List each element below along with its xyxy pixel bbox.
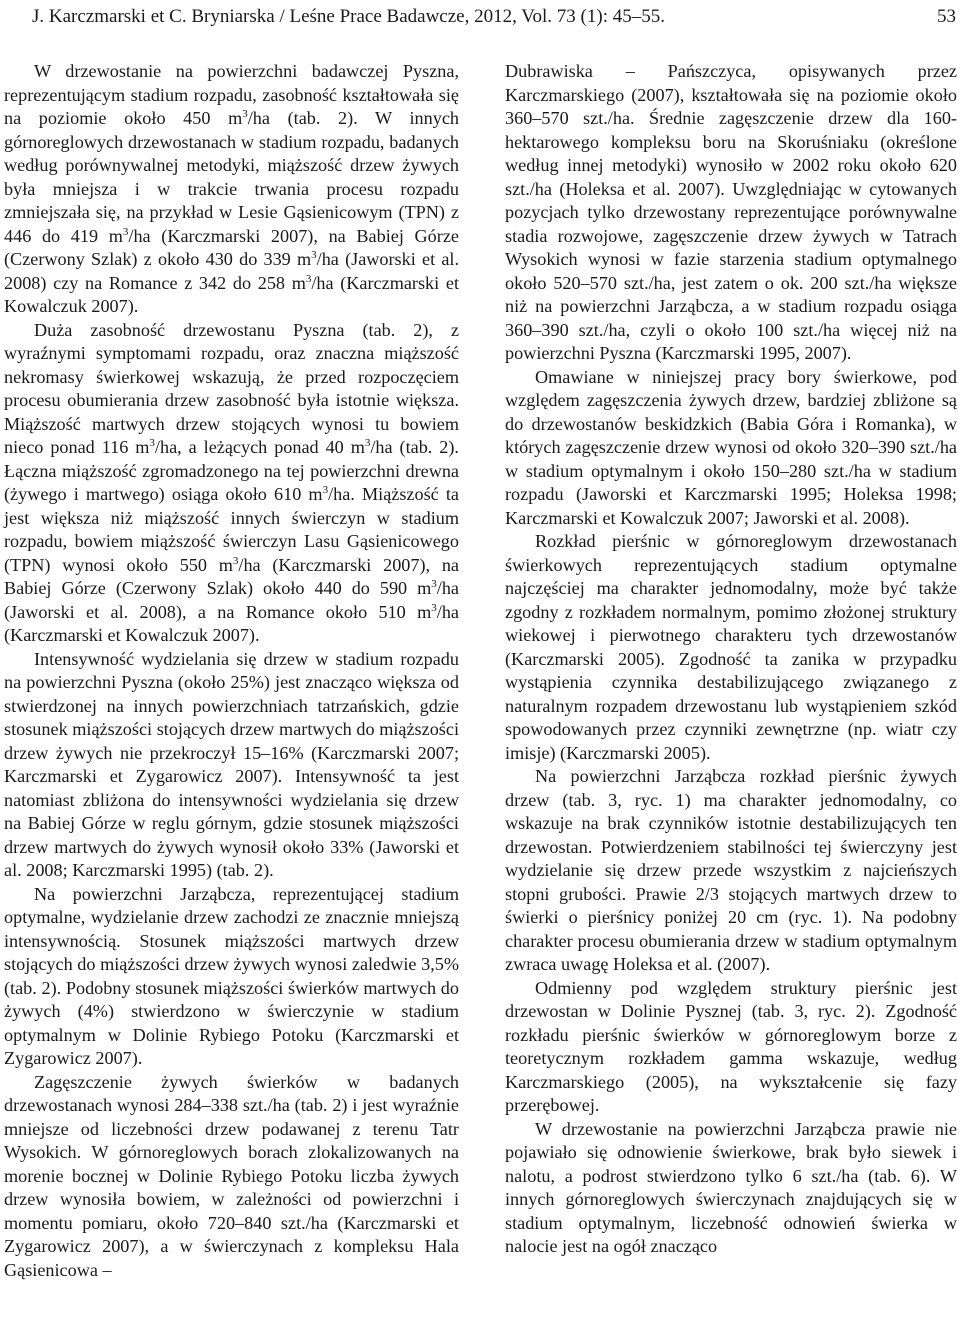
paragraph: Duża zasobność drzewostanu Pyszna (tab. 2), z wyraźnymi symptomami rozpadu, oraz znaczna miąższość nekromasy świerkowej wskazują, że przed rozpoczęciem procesu obumierania drzew zasobność była istotnie większa. Miąższość martwych drzew stojących wynosi tu bowiem nieco ponad 116 $m^3/ha$, a leżących ponad 40 $m^3/ha$ (tab. 2). Łączna miąższość zgromadzonego na tej powierzchni drewna (żywego i martwego) osiąga około 610 $m^3/ha$. Miąższość ta jest większa niż miąższość innych świerczyn w stadium rozpadu, bowiem miąższość świerczyn Lasu Gąsienicowego (TPN) wynosi około 550 $m^3/ha$ (Karczmarski 2007), na Babiej Górze (Czerwony Szlak) około 440 do 590 $m^3/ha$ (Jaworski et al. 2008), a na Romance około 510 $m^3/ha$ (Karczmarski et Kowalczuk 2007). bbox=[4, 319, 459, 645]
paragraph: W drzewostanie na powierzchni Jarząbcza prawie nie pojawiało się odnowienie świerkowe, brak było siewek i nalotu, a podrost stwierdzono tylko 6 szt./ha (tab. 6). W innych górnoreglowych świerczynach znajdujących się w stadium optymalnym, liczebność odnowień świerka w nalocie jest na ogół znacząco bbox=[505, 1118, 957, 1256]
paragraph: Zagęszczenie żywych świerków w badanych drzewostanach wynosi 284–338 szt./ha (tab. 2) i jest wyraźnie mniejsze od liczebności drzew podawanej z terenu Tatr Wysokich. W górnoreglowych borach zlokalizowanych na morenie bocznej w Dolinie Rybiego Potoku liczba żywych drzew wynosiła bowiem, w zależności od powierzchni i momentu pomiaru, około 720–840 szt./ha (Karczmarski et Zygarowicz 2007), a w świerczynach z kompleksu Hala Gąsienicowa – bbox=[4, 1071, 459, 1280]
paragraph: Odmienny pod względem struktury pierśnic jest drzewostan w Dolinie Pysznej (tab. 3, ryc. 2). Zgodność rozkładu pierśnic świerków w górnoreglowym borze z teoretycznym rozkładem gamma wskazuje, według Karczmarskiego (2005), na wykształcenie się fazy przerębowej. bbox=[505, 977, 957, 1115]
right-column bbox=[505, 60, 957, 1259]
paragraph: Intensywność wydzielania się drzew w stadium rozpadu na powierzchni Pyszna (około 25%) jest znacząco większa od stwierdzonej na innych powierzchniach tatrzańskich, gdzie stosunek miąższości stojących drzew martwych do miąższości drzew żywych nie przekroczył 15–16% (Karczmarski 2007; Karczmarski et Zygarowicz 2007). Intensywność ta jest natomiast zbliżona do intensywności wydzielania się drzew na Babiej Górze w reglu górnym, gdzie stosunek miąższości drzew martwych do żywych wynosił około 33% (Jaworski et al. 2008; Karczmarski 1995) (tab. 2). bbox=[4, 648, 459, 880]
paragraph: Omawiane w niniejszej pracy bory świerkowe, pod względem zagęszczenia żywych drzew, bardziej zbliżone są do drzewostanów beskidzkich (Babia Góra i Romanka), w których zagęszczenie drzew wynosi od około 320–390 szt./ha w stadium optymalnym i około 150–280 szt./ha w stadium rozpadu (Jaworski et Karczmarski 1995; Holeksa 1998; Karczmarski et Kowalczuk 2007; Jaworski et al. 2008). bbox=[505, 366, 957, 528]
page-number: 53 bbox=[937, 6, 956, 27]
paragraph: Na powierzchni Jarząbcza rozkład pierśnic żywych drzew (tab. 3, ryc. 1) ma charakter jednomodalny, co wskazuje na brak czynników istotnie destabilizujących ten drzewostan. Potwierdzeniem stabilności tej świerczyny jest wydzielanie się drzew przede wszystkim z najcieńszych stopni grubości. Prawie 2/3 stojących martwych drzew to świerki o pierśnicy poniżej 20 cm (ryc. 1). Na podobny charakter procesu obumierania drzew w stadium optymalnym zwraca uwagę Holeksa et al. (2007). bbox=[505, 766, 957, 974]
paragraph: Dubrawiska – Pańszczyca, opisywanych przez Karczmarskiego (2007), kształtowała się na poziomie około 360–570 szt./ha. Średnie zagęszczenie drzew dla 160-hektarowego kompleksu boru na Skoruśniaku (określone według innej metodyki) wynosiło w 2002 roku około 620 szt./ha (Holeksa et al. 2007). Uwzględniając w cytowanych pozycjach tylko drzewostany reprezentujące porównywalne stadia rozwojowe, zagęszczenie drzew żywych w Tatrach Wysokich wynosi w fazie starzenia stadium optymalnego około 520–570 szt./ha, jest zatem o ok. 200 szt./ha większe niż na powierzchni Jarząbcza, a w stadium rozpadu osiąga 360–390 szt./ha, czyli o około 100 szt./ha więcej niż na powierzchni Pyszna (Karczmarski 1995, 2007). bbox=[505, 61, 957, 363]
running-header bbox=[0, 6, 960, 28]
paragraph: W drzewostanie na powierzchni badawczej Pyszna, reprezentującym stadium rozpadu, zasobność kształtowała się na poziomie około 450 $m^3/ha$ (tab. 2). W innych górnoreglowych drzewostanach w stadium rozpadu, badanych według porównywalnej metodyki, miąższość drzew żywych była mniejsza i w trakcie trwania procesu rozpadu zmniejszała się, na przykład w Lesie Gąsienicowym (TPN) z 446 do 419 $m^3/ha$ (Karczmarski 2007), na Babiej Górze (Czerwony Szlak) z około 430 do 339 $m^3/ha$ (Jaworski et al. 2008) czy na Romance z 342 do 258 $m^3/ha$ (Karczmarski et Kowalczuk 2007). bbox=[4, 61, 460, 316]
left-column bbox=[4, 60, 459, 1282]
running-title: J. Karczmarski et C. Bryniarska / Leśne Prace Badawcze, 2012, Vol. 73 (1): 45–55. bbox=[32, 6, 665, 27]
paragraph: Rozkład pierśnic w górnoreglowym drzewostanach świerkowych reprezentujących stadium optymalne najczęściej ma charakter jednomodalny, może być także zgodny z rozkładem normalnym, pomimo złożonej struktury wiekowej i pierwotnego charakteru tych drzewostanów (Karczmarski 2005). Zgodność ta zanika w przypadku wystąpienia czynnika destabilizującego związanego z naturalnym rozpadem drzewostanu lub wystąpieniem szkód spowodowanych przez czynniki zewnętrzne (np. wiatr czy imisje) (Karczmarski 2005). bbox=[505, 531, 957, 763]
paragraph: Na powierzchni Jarząbcza, reprezentującej stadium optymalne, wydzielanie drzew zachodzi ze znacznie mniejszą intensywnością. Stosunek miąższości martwych drzew stojących do miąższości drzew żywych wynosi zaledwie 3,5% (tab. 2). Podobny stosunek miąższości świerków martwych do żywych (4%) stwierdzono w świerczynie w stadium optymalnym w Dolinie Rybiego Potoku (Karczmarski et Zygarowicz 2007). bbox=[4, 883, 459, 1068]
